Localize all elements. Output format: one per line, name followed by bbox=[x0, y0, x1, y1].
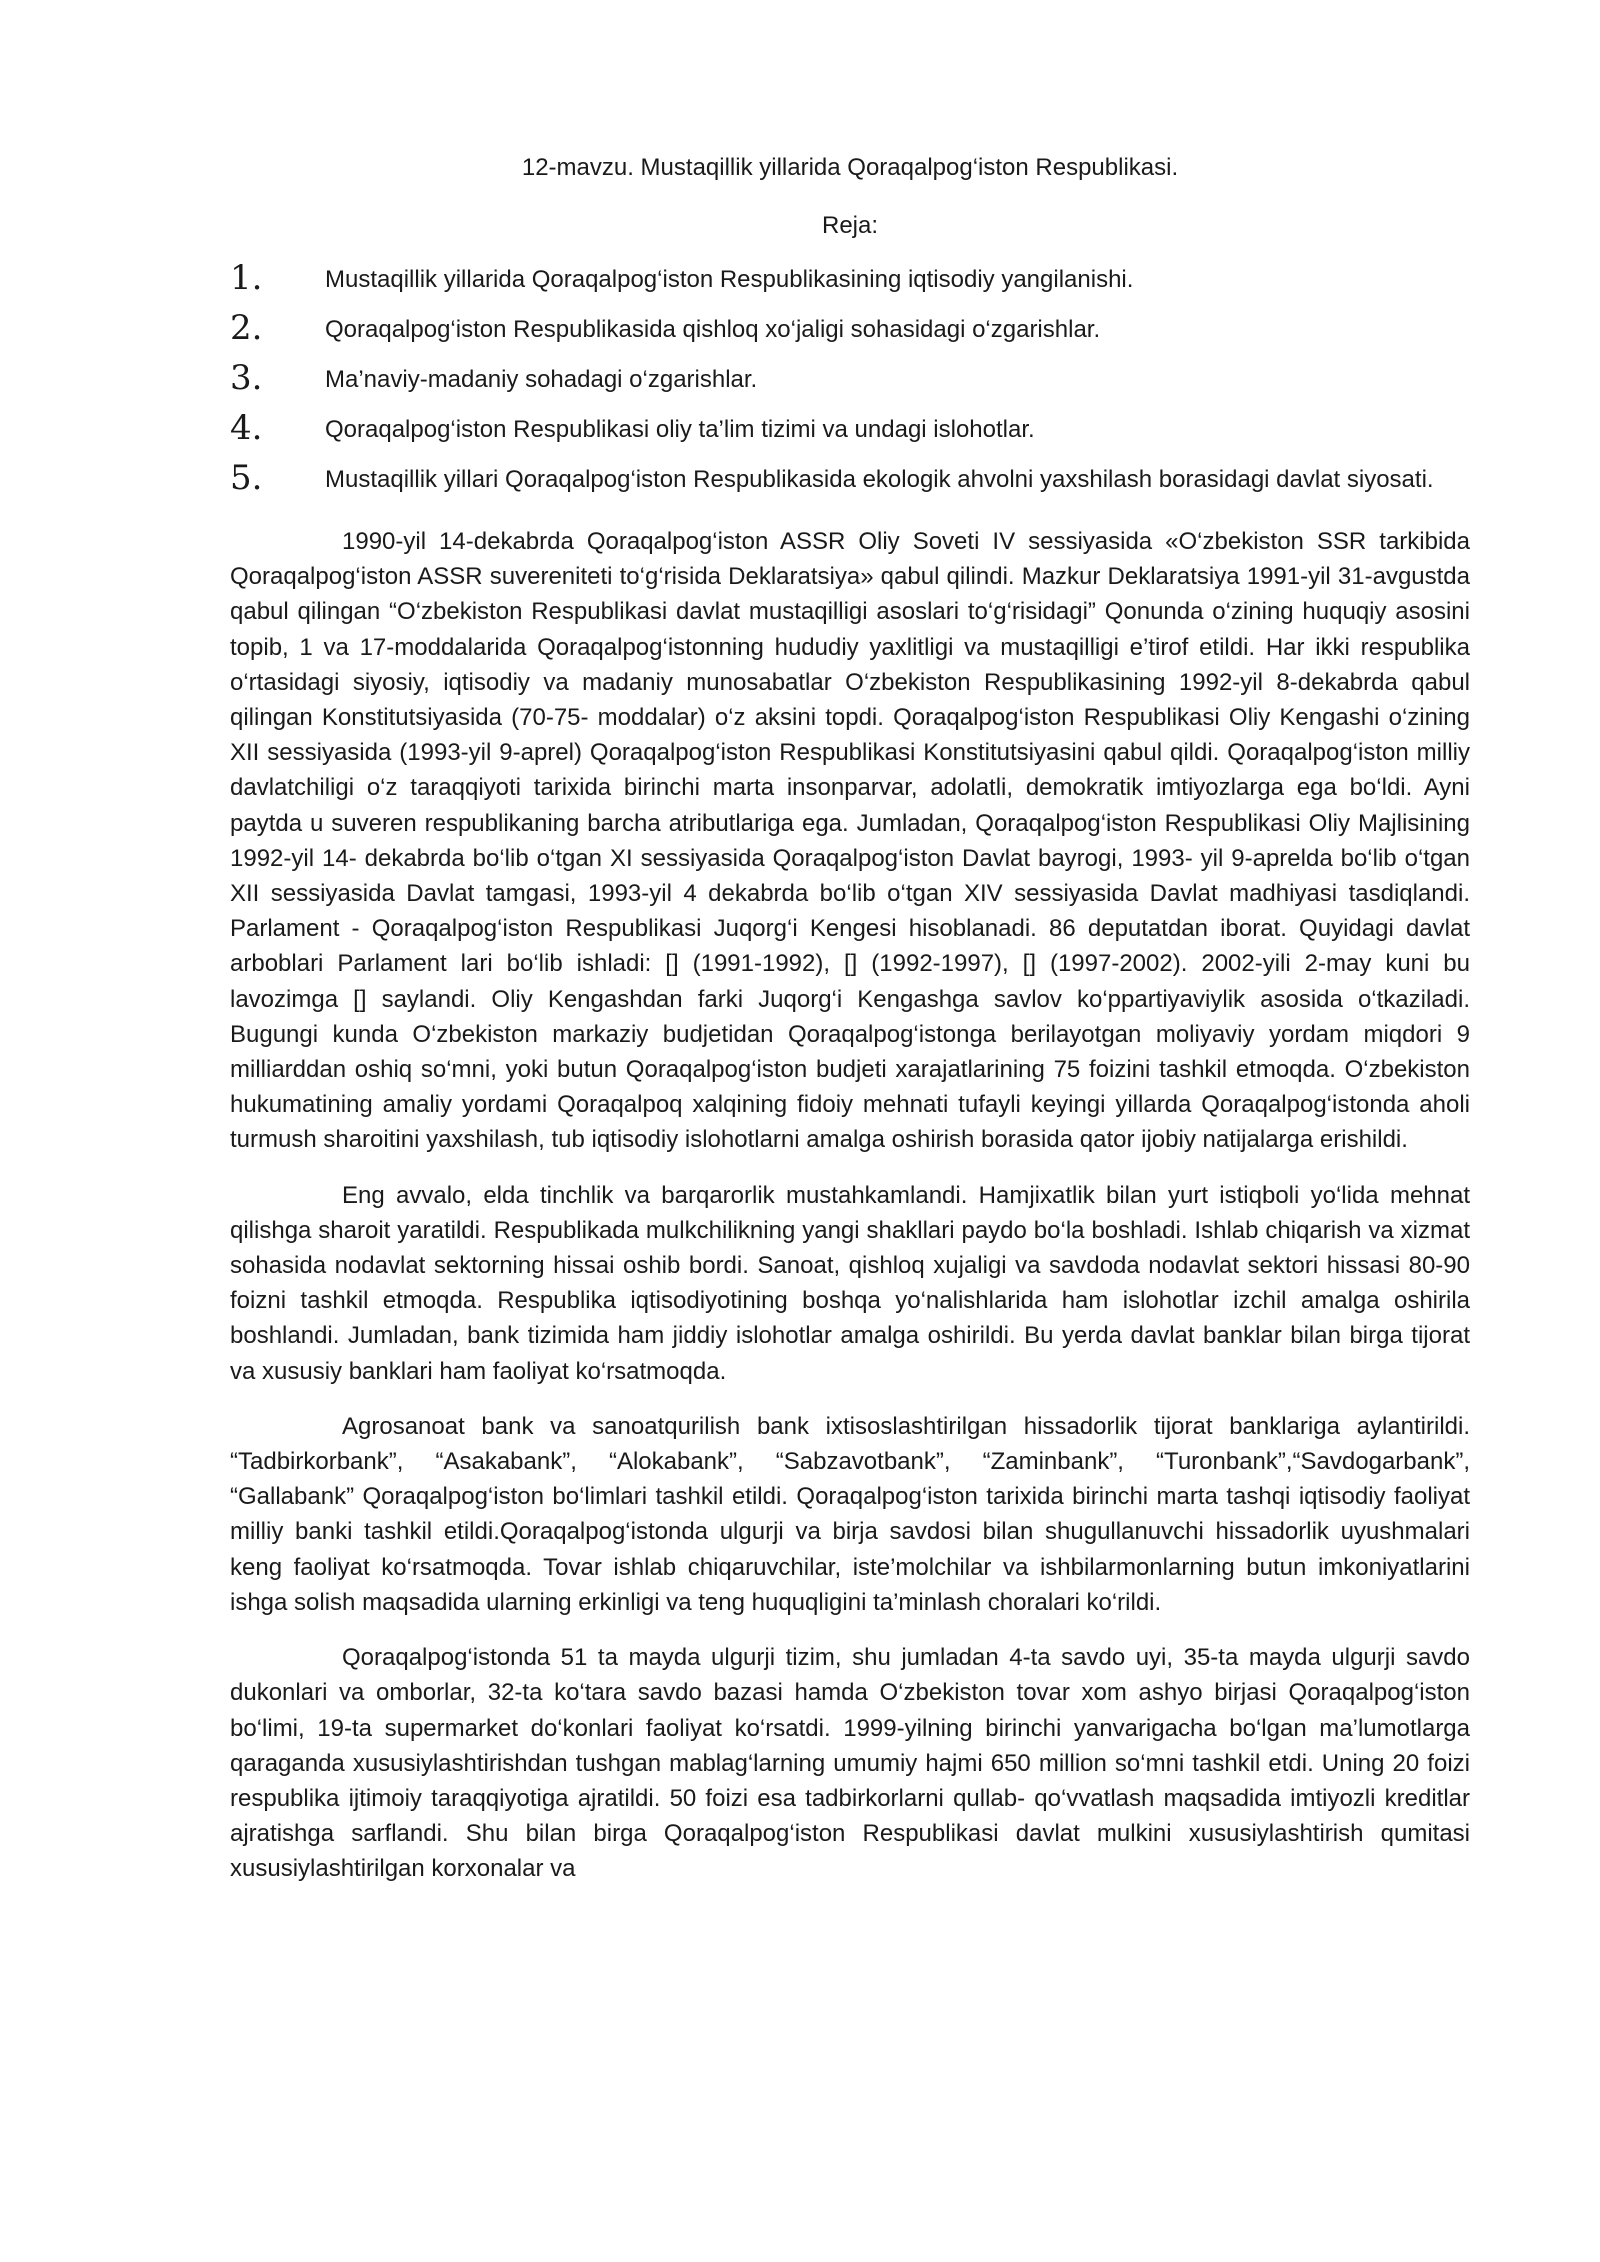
document-title: 12-mavzu. Mustaqillik yillarida Qoraqalpog‘iston Respublikasi. bbox=[521, 154, 1179, 181]
plan-heading: Reja: bbox=[821, 212, 879, 239]
plan-item-number: 2. bbox=[230, 308, 263, 348]
body-paragraph: Eng avvalo, elda tinchlik va barqarorlik mustahkamlandi. Hamjixatlik bilan yurt istiqboli yo‘lida mehnat qilishga sharoit yaratildi. Respublikada mulkchilikning yangi shakllari paydo bo‘la boshladi. Ishlab chiqarish va xizmat sohasida nodavlat sektorning hissai oshib bordi. Sanoat, qishloq xujaligi va savdoda nodavlat sektori hissasi 80-90 foizni tashkil etmoqda. Respublika iqtisodiyotining boshqa yo‘nalishlarida ham islohotlar izchil amalga oshirila boshlandi. Jumladan, bank tizimida ham jiddiy islohotlar amalga oshirildi. Bu yerda davlat banklar bilan birga tijorat va xususiy banklari ham faoliyat ko‘rsatmoqda. bbox=[230, 1181, 1470, 1385]
plan-item-text: Mustaqillik yillarida Qoraqalpog‘iston Respublikasining iqtisodiy yangilanishi. bbox=[325, 266, 1134, 293]
plan-item bbox=[230, 258, 1470, 298]
plan-item bbox=[230, 408, 1470, 448]
plan-item bbox=[230, 308, 1470, 348]
plan-item-text: Ma’naviy-madaniy sohadagi o‘zgarishlar. bbox=[325, 366, 758, 393]
body-paragraph: Agrosanoat bank va sanoatqurilish bank ixtisoslashtirilgan hissadorlik tijorat banklariga aylantirildi. “Tadbirkorbank”, “Asakabank”, “Alokabank”, “Sabzavotbank”, “Zaminbank”, “Turonbank”,“Savdogarbank”, “Gallabank” Qoraqalpog‘iston bo‘limlari tashkil etildi. Qoraqalpog‘iston tarixida birinchi marta tashqi iqtisodiy faoliyat milliy banki tashkil etildi.Qoraqalpog‘istonda ulgurji va birja savdosi bilan shugullanuvchi hissadorlik uyushmalari keng faoliyat ko‘rsatmoqda. Tovar ishlab chiqaruvchilar, iste’molchilar va ishbilarmonlarning butun imkoniyatlarini ishga solish maqsadida ularning erkinligi va teng huquqligini ta’minlash choralari ko‘rildi. bbox=[230, 1412, 1470, 1616]
document-page bbox=[230, 150, 1470, 1887]
plan-list bbox=[230, 258, 1470, 498]
body-paragraph: Qoraqalpog‘istonda 51 ta mayda ulgurji tizim, shu jumladan 4-ta savdo uyi, 35-ta mayda ulgurji savdo dukonlari va omborlar, 32-ta ko‘tara savdo bazasi hamda O‘zbekiston tovar xom ashyo birjasi Qoraqalpog‘iston bo‘limi, 19-ta supermarket do‘konlari faoliyat ko‘rsatdi. 1999-yilning birinchi yanvarigacha bo‘lgan ma’lumotlarga qaraganda xususiylashtirishdan tushgan mablag‘larning umumiy hajmi 650 million so‘mni tashkil etdi. Uning 20 foizi respublika ijtimoiy taraqqiyotiga ajratildi. 50 foizi esa tadbirkorlarni qullab- qo‘vvatlash maqsadida imtiyozli kreditlar ajratishga sarflandi. Shu bilan birga Qoraqalpog‘iston Respublikasi davlat mulkini xususiylashtirish qumitasi xususiylashtirilgan korxonalar va bbox=[230, 1644, 1470, 1883]
plan-item-text: Qoraqalpog‘iston Respublikasida qishloq xo‘jaligi sohasidagi o‘zgarishlar. bbox=[325, 316, 1101, 343]
plan-item-number: 4. bbox=[230, 408, 263, 448]
body-paragraph: 1990-yil 14-dekabrda Qoraqalpog‘iston ASSR Oliy Soveti IV sessiyasida «O‘zbekiston SSR tarkibida Qoraqalpog‘iston ASSR suvereniteti to‘g‘risida Deklaratsiya» qabul qilindi. Mazkur Deklaratsiya 1991-yil 31-avgustda qabul qilingan “O‘zbekiston Respublikasi davlat mustaqilligi asoslari to‘g‘risidagi” Qonunda o‘zining huquqiy asosini topib, 1 va 17-moddalarida Qoraqalpog‘istonning hududiy yaxlitligi va mustaqilligi e’tirof etildi. Har ikki respublika o‘rtasidagi siyosiy, iqtisodiy va madaniy munosabatlar O‘zbekiston Respublikasining 1992-yil 8-dekabrda qabul qilingan Konstitutsiyasida (70-75- moddalar) o‘z aksini topdi. Qoraqalpog‘iston Respublikasi Oliy Kengashi o‘zining XII sessiyasida (1993-yil 9-aprel) Qoraqalpog‘iston Respublikasi Konstitutsiyasini qabul qildi. Qoraqalpog‘iston milliy davlatchiligi o‘z taraqqiyoti tarixida birinchi marta insonparvar, adolatli, demokratik imtiyozlarga ega bo‘ldi. Ayni paytda u suveren respublikaning barcha atributlariga ega. Jumladan, Qoraqalpog‘iston Respublikasi Oliy Majlisining 1992-yil 14- dekabrda bo‘lib o‘tgan XI sessiyasida Qoraqalpog‘iston Davlat bayrogi, 1993- yil 9-aprelda bo‘lib o‘tgan XII sessiyasida Davlat tamgasi, 1993-yil 4 dekabrda bo‘lib o‘tgan XIV sessiyasida Davlat madhiyasi tasdiqlandi. Parlament - Qoraqalpog‘iston Respublikasi Juqorg‘i Kengesi hisoblanadi. 86 deputatdan iborat. Quyidagi davlat arboblari Parlament lari bo‘lib ishladi: [] (1991-1992), [] (1992-1997), [] (1997-2002). 2002-yili 2-may kuni bu lavozimga [] saylandi. Oliy Kengashdan farki Juqorg‘i Kengashga savlov ko‘ppartiyaviylik asosida o‘tkaziladi. Bugungi kunda O‘zbekiston markaziy budjetidan Qoraqalpog‘istonga berilayotgan moliyaviy yordam miqdori 9 milliarddan oshiq so‘mni, yoki butun Qoraqalpog‘iston budjeti xarajatlarining 75 foizini tashkil etmoqda. O‘zbekiston hukumatining amaliy yordami Qoraqalpoq xalqining fidoiy mehnati tufayli keyingi yillarda Qoraqalpog‘istonda aholi turmush sharoitini yaxshilash, tub iqtisodiy islohotlarni amalga oshirish borasida qator ijobiy natijalarga erishildi. bbox=[230, 528, 1470, 1154]
plan-item-text: Mustaqillik yillari Qoraqalpog‘iston Respublikasida ekologik ahvolni yaxshilash borasidagi davlat siyosati. bbox=[325, 466, 1434, 493]
plan-item-number: 5. bbox=[230, 458, 263, 498]
plan-item-text: Qoraqalpog‘iston Respublikasi oliy ta’lim tizimi va undagi islohotlar. bbox=[325, 416, 1035, 443]
plan-item bbox=[230, 358, 1470, 398]
plan-item-number: 3. bbox=[230, 358, 263, 398]
plan-item-number: 1. bbox=[230, 258, 263, 298]
plan-item bbox=[230, 458, 1470, 498]
